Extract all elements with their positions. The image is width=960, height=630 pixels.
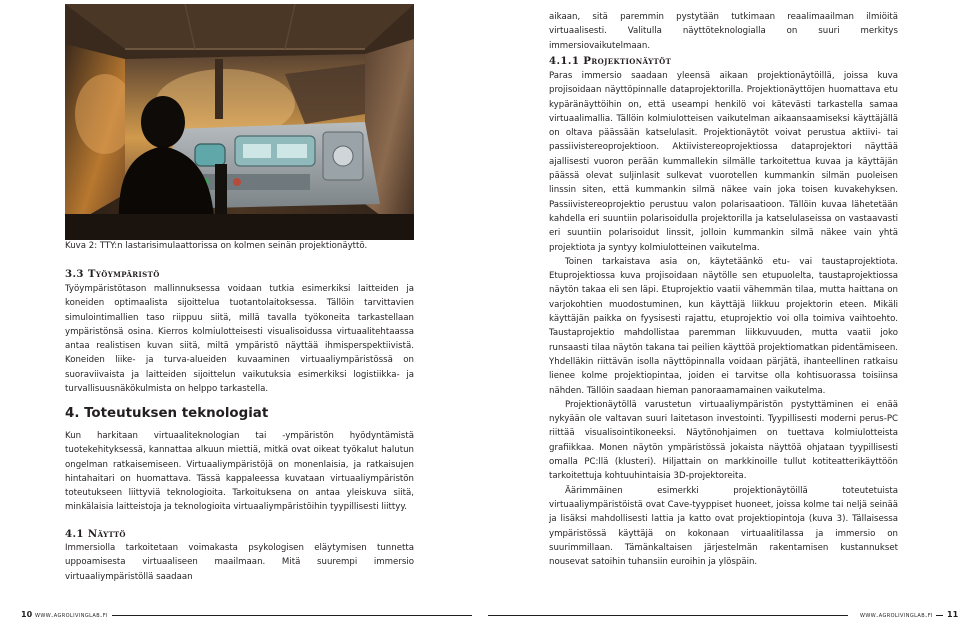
footer-url[interactable]: www.agrolivinglab.fi	[32, 609, 111, 621]
page-number: 11	[944, 609, 960, 621]
section-4-1-1-text	[549, 69, 898, 569]
chapter-4-paragraph: Kun harkitaan virtuaaliteknologian tai -ympäristön hyödyntämistä tuotekehityksessä, kannattaa alkuun miettiä, mitkä ovat oikeat työkalut halutun ongelman ratkaisemiseen. Virtuaaliympäristöjä on monenlaisia, ja ratkaisujen hintahaitari on huomattava. Tässä kappaleessa kuvataan virtuaaliympäristön toteutukseen liittyviä teknologioita. Tarkoituksena on antaa yleiskuva siitä, minkälaisia laitteistoja ja teknologioita virtuaaliympäristöihin tyypillisesti liittyy.	[65, 431, 414, 513]
right-intro-text	[549, 10, 898, 53]
chapter-4-text	[65, 429, 414, 515]
section-4-1-1-paragraph-1: Paras immersio saadaan yleensä aikaan projektionäytöillä, joissa kuva projisoidaan näyttöpinnalle dataprojektorilla. Projektionäyttöjen huomattava etu kypäränäyttöihin on, että useampi henkilö voi kätevästi tarkastella samaa virtuaalimallia. Tällöin kolmiulotteisen vaikutelman aikaansaamiseksi käyttäjällä on oltava päässään katselulasit. Projektionäytöt voivat perustua aktiivi- tai passiivistereoprojektioon. Aktiivistereoprojektiossa dataprojektori näyttää ajallisesti vuoron perään kummallekin silmälle tarkoitettua kuvaa ja käyttäjän päässä olevat suljinlasit sulkevat vuorotellen kummankin silmän puoleisen linssin siten, että kummankin silmä näkee vain joka toisen kuvakehyksen. Passiivistereoprojektio perustuu valon polarisaatioon. Tällöin kuvaa lähetetään kahdella eri suuntiin polarisoidulla projektorilla ja katselulaseissa on vastaavasti eri suuntiin polarisoidut linssit, jolloin kummankin silmä näkee vain yhtä projektiota ja syntyy kolmiulotteinen vaikutelma.	[549, 71, 898, 253]
section-3-3-paragraph: Työympäristötason mallinnuksessa voidaan tutkia esimerkiksi laitteiden ja koneiden optimaalista sijoittelua tuotantolaitoksessa. Tällöin tarvittavien simulointimallien taso riippuu siitä, millä tavalla työkoneita tarkastellaan ympäristönsä osina. Kierros kolmiulotteisesti visualisoidussa virtuaalitehtaassa antaa realistisen kuvan siitä, miltä ympäristö näyttää ihmisperspektiivistä. Koneiden liike- ja turva-alueiden kuvaaminen virtuaaliympäristössä on suoraviivaista ja laitteiden sijoittelun vaikutuksia esimerkiksi logistiikka- ja turvallisuusnäkökulmista on helppo tarkastella.	[65, 284, 414, 395]
page-number: 10	[18, 609, 35, 621]
footer-rule	[488, 615, 848, 616]
simulator-photo	[65, 4, 414, 240]
section-4-1-heading: 4.1 Näyttö	[65, 528, 126, 540]
footer-rule	[112, 615, 472, 616]
section-4-1-1-paragraph-2: Toinen tarkaistava asia on, käytetäänkö etu- vai taustaprojektiota. Etuprojektiossa kuva projisoidaan näytölle sen etupuolelta, taustaprojektiossa näytön takaa eli sen läpi. Etuprojektio vaatii vähemmän tilaa, mutta haittana on varjokohtien muodostuminen, kun käyttäjä liikkuu projektorin eteen. Mikäli käyttäjän paikka on fyysisesti rajattu, etuprojektio voi olla toimiva vaihtoehto. Taustaprojektio mahdollistaa paremman liikkuvuuden, mutta vaatii joko runsaasti tilaa näytön takana tai peilien käyttöä projektiomatkan pidentämiseen. Yhdelläkin riittävän isolla näyttöpinnalla voidaan pärjätä, ihanteellinen ratkaisu lienee kolme projektiopintaa, joiden ei tarvitse olla kohtisuorassa toisiinsa nähden. Tällöin saadaan hieman panoraamamainen vaikutelma.	[549, 256, 898, 396]
section-3-3-heading: 3.3 Työympäristö	[65, 268, 160, 280]
section-4-1-1-paragraph-3: Projektionäytöllä varustetun virtuaaliympäristön pystyttäminen ei enää nykyään ole valtavan suuri laitetason investointi. Tyypillisesti moderni perus-PC riittää visualisointikoneeksi. Näytönohjaimen on tuettava kolmiulotteista grafiikkaa. Monen näytön ympäristössä jokaista näyttöä ohjataan tyypillisesti omalla PC:llä (klusteri). Hiljattain on markkinoille tullut kotiteatterikäyttöön tarkoitettuja kohtuuhintaisia 3D-projektoreita.	[549, 399, 898, 482]
simulator-photo-illustration	[65, 4, 414, 240]
chapter-4-heading: 4. Toteutuksen teknologiat	[65, 406, 269, 421]
section-4-1-1-heading: 4.1.1 Projektionäytöt	[549, 55, 672, 67]
section-3-3-text	[65, 282, 414, 396]
section-4-1-paragraph: Immersiolla tarkoitetaan voimakasta psykologisen eläytymisen tunnetta uppoamisesta virtuaaliseen maailmaan. Mitä suurempi immersio virtuaaliympäristöllä saadaan	[65, 543, 414, 582]
section-4-1-1-paragraph-4: Äärimmäinen esimerkki projektionäytöillä toteutetuista virtuaaliympäristöistä ovat Cave-tyyppiset huoneet, joissa kolme tai neljä seinää ja lisäksi mahdollisesti lattia ja katto ovat projektiopintoja (kuva 3). Tällaisessa ympäristössä käyttäjä on kokonaan virtuaalitilassa ja immersio on suurimmillaan. Tämänkaltaisen järjestelmän rakentamisen kustannukset nousevat satoihin tuhansiin euroihin ja ylöspäin.	[549, 485, 898, 568]
footer-url[interactable]: www.agrolivinglab.fi	[857, 609, 936, 621]
figure-caption: Kuva 2: TTY:n lastarisimulaattorissa on kolmen seinän projektionäyttö.	[65, 241, 368, 251]
section-4-1-text	[65, 541, 414, 584]
right-intro-paragraph: aikaan, sitä paremmin pystytään tutkimaan reaalimaailman ilmiöitä virtuaalisesti. Valitulla näyttöteknologialla on suuri merkitys immersiovaikutelmaan.	[549, 12, 898, 51]
